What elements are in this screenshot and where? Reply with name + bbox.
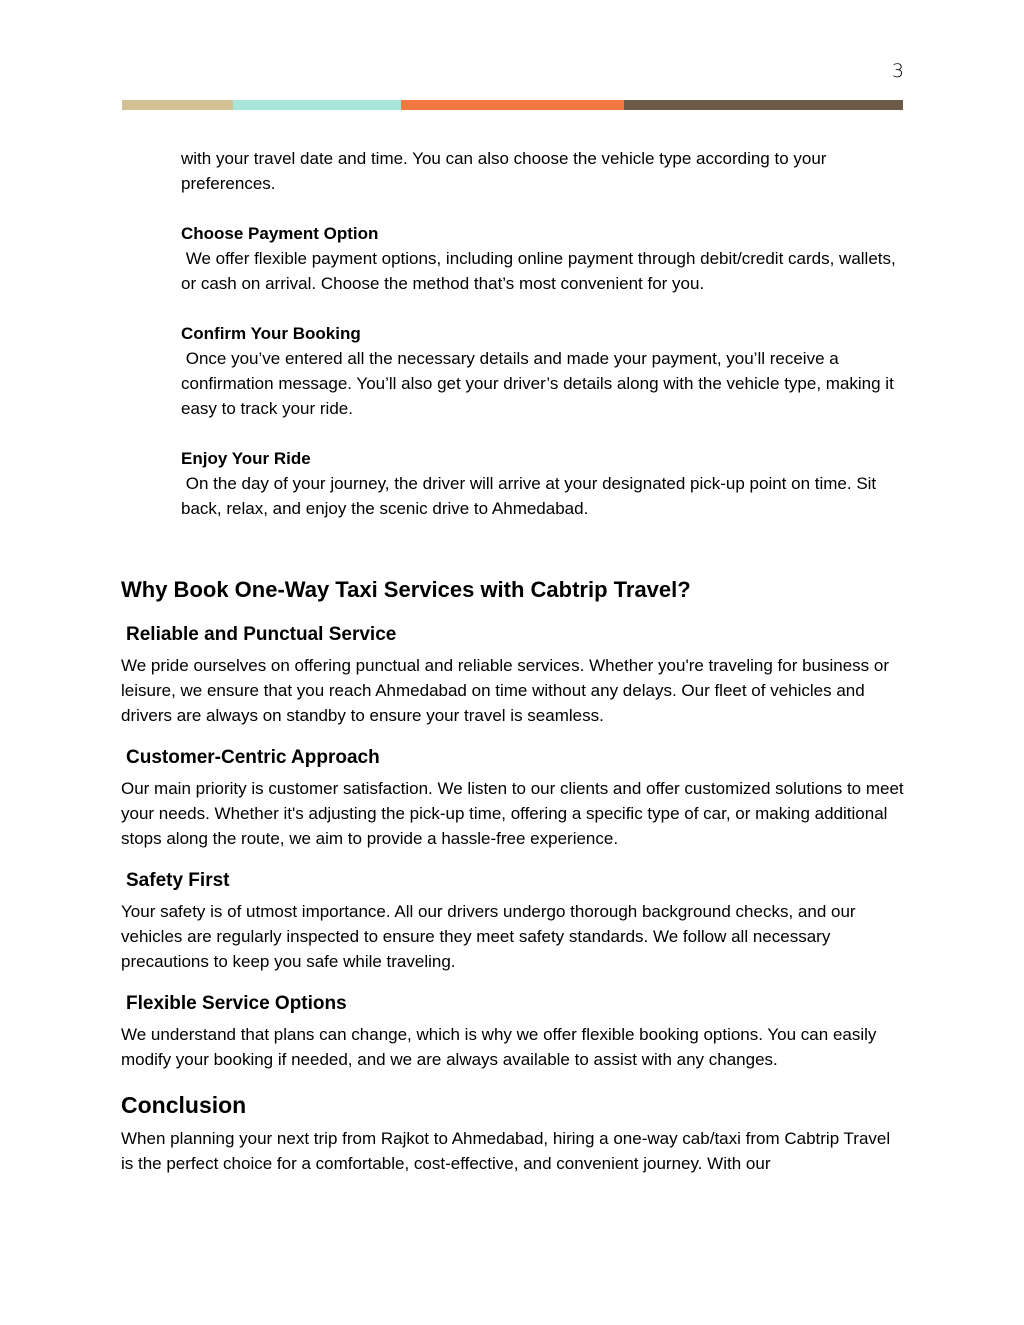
feature-body: We pride ourselves on offering punctual and reliable services. Whether you're traveling for business or leisure, we ensure that you reach Ahmedabad on time without any delays. Our fleet of vehicles and drivers are always on standby to ensure your travel is seamless. [121,656,890,725]
feature-reliable [121,622,906,728]
step-title: Confirm Your Booking [181,324,361,343]
feature-body: Our main priority is customer satisfaction. We listen to our clients and offer customized solutions to meet your needs. Whether it's adjusting the pick-up time, offering a specific type of car, or making additional stops along the route, we aim to provide a hassle-free experience. [121,779,904,848]
feature-safety [121,868,906,974]
step-enjoy [121,446,906,521]
feature-title: Safety First [126,870,230,891]
intro-continuation: with your travel date and time. You can also choose the vehicle type according to your preferences. [181,149,827,193]
feature-title: Reliable and Punctual Service [126,624,397,645]
step-body: Once you’ve entered all the necessary details and made your payment, you’ll receive a confirmation message. You’ll also get your driver’s details along with the vehicle type, making it easy to track your ride. [181,349,899,418]
why-section-heading: Why Book One-Way Taxi Services with Cabtrip Travel? [121,577,691,602]
step-title: Choose Payment Option [181,224,379,243]
feature-title: Customer-Centric Approach [126,747,380,768]
stripe-segment-tan [122,100,233,110]
step-body: On the day of your journey, the driver will arrive at your designated pick-up point on time. Sit back, relax, and enjoy the scenic drive to Ahmedabad. [181,474,881,518]
step-payment [121,221,906,296]
stripe-segment-brown [624,100,903,110]
step-confirm [121,321,906,421]
conclusion-heading: Conclusion [121,1092,247,1118]
feature-body: We understand that plans can change, which is why we offer flexible booking options. You can easily modify your booking if needed, and we are always available to assist with any changes. [121,1025,877,1069]
header-color-stripe [122,100,903,110]
stripe-segment-aqua [233,100,401,110]
feature-body: Your safety is of utmost importance. All our drivers undergo thorough background checks, and our vehicles are regularly inspected to ensure they meet safety standards. We follow all necessary precautions to keep you safe while traveling. [121,902,856,971]
document-body [121,146,906,1176]
conclusion-body: When planning your next trip from Rajkot to Ahmedabad, hiring a one-way cab/taxi from Cabtrip Travel is the perfect choice for a comfortable, cost-effective, and convenient journey. With our [121,1129,891,1173]
feature-title: Flexible Service Options [126,993,347,1014]
feature-customer-centric [121,745,906,851]
stripe-segment-orange [401,100,624,110]
feature-flexible [121,991,906,1072]
page-number: 3 [891,60,904,82]
step-title: Enjoy Your Ride [181,449,311,468]
step-body: We offer flexible payment options, including online payment through debit/credit cards, wallets, or cash on arrival. Choose the method that’s most convenient for you. [181,249,901,293]
